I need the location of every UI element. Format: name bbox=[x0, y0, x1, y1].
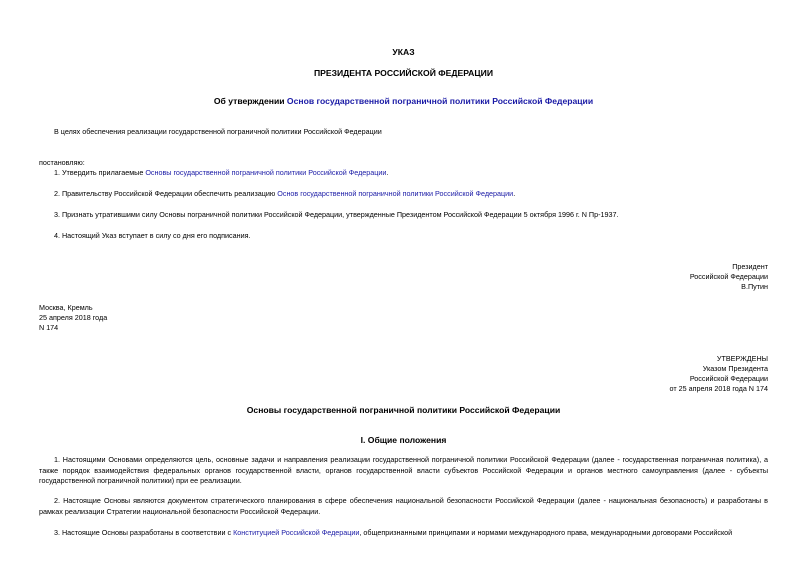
number: N 174 bbox=[39, 323, 59, 332]
approval-line-1: УТВЕРЖДЕНЫ bbox=[716, 354, 768, 363]
approval-line-3: Российской Федерации bbox=[689, 374, 768, 383]
decree-title: УКАЗ bbox=[392, 47, 415, 57]
paragraph-3-link[interactable]: Конституцией Российской Федерации bbox=[233, 528, 360, 537]
paragraph-2: 2. Настоящие Основы являются документом стратегического планирования в сфере обеспечения национальной безопасности Российской Федерации (далее - национальная безопасность) и разработаны в рамках реализации Стратегии национальной безопасности Российской Федерации. bbox=[39, 496, 768, 516]
signature-line-3: В.Путин bbox=[741, 282, 768, 291]
paragraph-1: 1. Настоящими Основами определяются цель, основные задачи и направления реализации государственной пограничной политики Российской Федерации (далее - государственная пограничная политика), а также порядок взаимодействия федеральных органов государственной власти, органов государственной власти субъектов Российской Федерации и органов местного самоуправления (далее - субъекты государственной пограничной политики) при ее реализации. bbox=[39, 455, 768, 486]
section-title: I. Общие положения bbox=[360, 435, 447, 445]
preamble: В целях обеспечения реализации государственной пограничной политики Российской Федерации bbox=[54, 127, 382, 136]
place-date-block bbox=[39, 303, 107, 333]
item-4: 4. Настоящий Указ вступает в силу со дня его подписания. bbox=[54, 231, 251, 240]
item-1 bbox=[54, 168, 388, 178]
item-2-suffix: . bbox=[513, 189, 516, 198]
date: 25 апреля 2018 года bbox=[39, 313, 108, 322]
signature-line-1: Президент bbox=[732, 262, 768, 271]
item-3: 3. Признать утратившими силу Основы пограничной политики Российской Федерации, утвержденные Президентом Российской Федерации 5 октября 1996 г. N Пр-1937. bbox=[54, 210, 619, 219]
subtitle-prefix: Об утверждении bbox=[213, 96, 285, 106]
item-1-prefix: 1. Утвердить прилагаемые bbox=[54, 168, 144, 177]
document-title: Основы государственной пограничной политики Российской Федерации bbox=[246, 405, 561, 415]
paragraph-3-prefix: 3. Настоящие Основы разработаны в соответствии с bbox=[54, 528, 232, 537]
item-2 bbox=[54, 189, 515, 199]
approval-line-4: от 25 апреля 2018 года N 174 bbox=[669, 384, 768, 393]
paragraph-3-suffix: , общепризнанными принципами и нормами международного права, международными договорами Российской bbox=[359, 528, 733, 537]
signature-block bbox=[690, 262, 768, 292]
decree-issuer: ПРЕЗИДЕНТА РОССИЙСКОЙ ФЕДЕРАЦИИ bbox=[313, 68, 494, 78]
approval-block bbox=[669, 354, 768, 394]
item-2-link[interactable]: Основ государственной пограничной политики Российской Федерации bbox=[277, 189, 514, 198]
decree-word: постановляю: bbox=[39, 158, 85, 167]
subtitle-link[interactable]: Основ государственной пограничной политики Российской Федерации bbox=[286, 96, 594, 106]
signature-line-2: Российской Федерации bbox=[689, 272, 768, 281]
item-2-prefix: 2. Правительству Российской Федерации обеспечить реализацию bbox=[54, 189, 276, 198]
paragraph-3 bbox=[39, 528, 768, 539]
item-1-suffix: . bbox=[386, 168, 389, 177]
item-1-link[interactable]: Основы государственной пограничной политики Российской Федерации bbox=[145, 168, 387, 177]
decree-subtitle bbox=[0, 96, 807, 106]
approval-line-2: Указом Президента bbox=[702, 364, 768, 373]
place: Москва, Кремль bbox=[39, 303, 93, 312]
